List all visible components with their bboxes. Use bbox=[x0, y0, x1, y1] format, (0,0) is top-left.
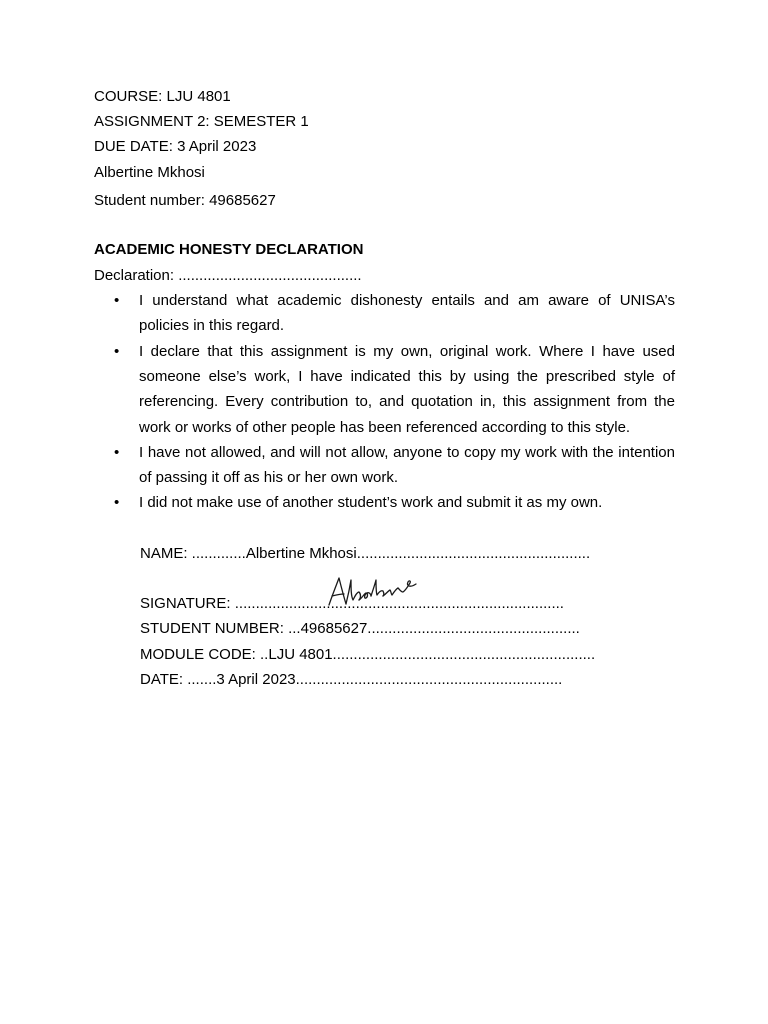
course-line: COURSE: LJU 4801 bbox=[94, 88, 231, 105]
declaration-heading: ACADEMIC HONESTY DECLARATION bbox=[94, 241, 364, 258]
declaration-item-1: I understand what academic dishonesty entails and am aware of UNISA’s policies in this regard. bbox=[139, 292, 675, 335]
signoff-student-number: STUDENT NUMBER: ...49685627................................................... bbox=[140, 620, 580, 637]
signoff-name: NAME: .............Albertine Mkhosi........................................................ bbox=[140, 545, 591, 562]
bullet-marker: • bbox=[114, 292, 120, 309]
signoff-signature: SIGNATURE: ............................................................................... bbox=[140, 595, 564, 612]
declaration-item-2: I declare that this assignment is my own, original work. Where I have used someone else’s work, I have indicated this by using the prescribed style of referencing. Every contribution to, and quotation in, this assignment from the work or works of other people has been referenced according to this style. bbox=[139, 343, 675, 436]
due-date-line: DUE DATE: 3 April 2023 bbox=[94, 138, 257, 155]
signoff-module-code: MODULE CODE: ..LJU 4801............................................................... bbox=[140, 646, 596, 663]
student-number-line: Student number: 49685627 bbox=[94, 192, 276, 209]
declaration-item-3: I have not allowed, and will not allow, anyone to copy my work with the intention of passing it off as his or her own work. bbox=[139, 444, 675, 487]
student-name-line: Albertine Mkhosi bbox=[94, 164, 205, 181]
bullet-marker: • bbox=[114, 494, 120, 511]
assignment-line: ASSIGNMENT 2: SEMESTER 1 bbox=[94, 113, 309, 130]
declaration-item-4: I did not make use of another student’s work and submit it as my own. bbox=[139, 494, 603, 511]
bullet-marker: • bbox=[114, 343, 120, 360]
bullet-marker: • bbox=[114, 444, 120, 461]
signoff-date: DATE: .......3 April 2023................................................................ bbox=[140, 671, 563, 688]
declaration-intro: Declaration: ............................................ bbox=[94, 267, 362, 284]
handwritten-signature bbox=[326, 572, 418, 608]
